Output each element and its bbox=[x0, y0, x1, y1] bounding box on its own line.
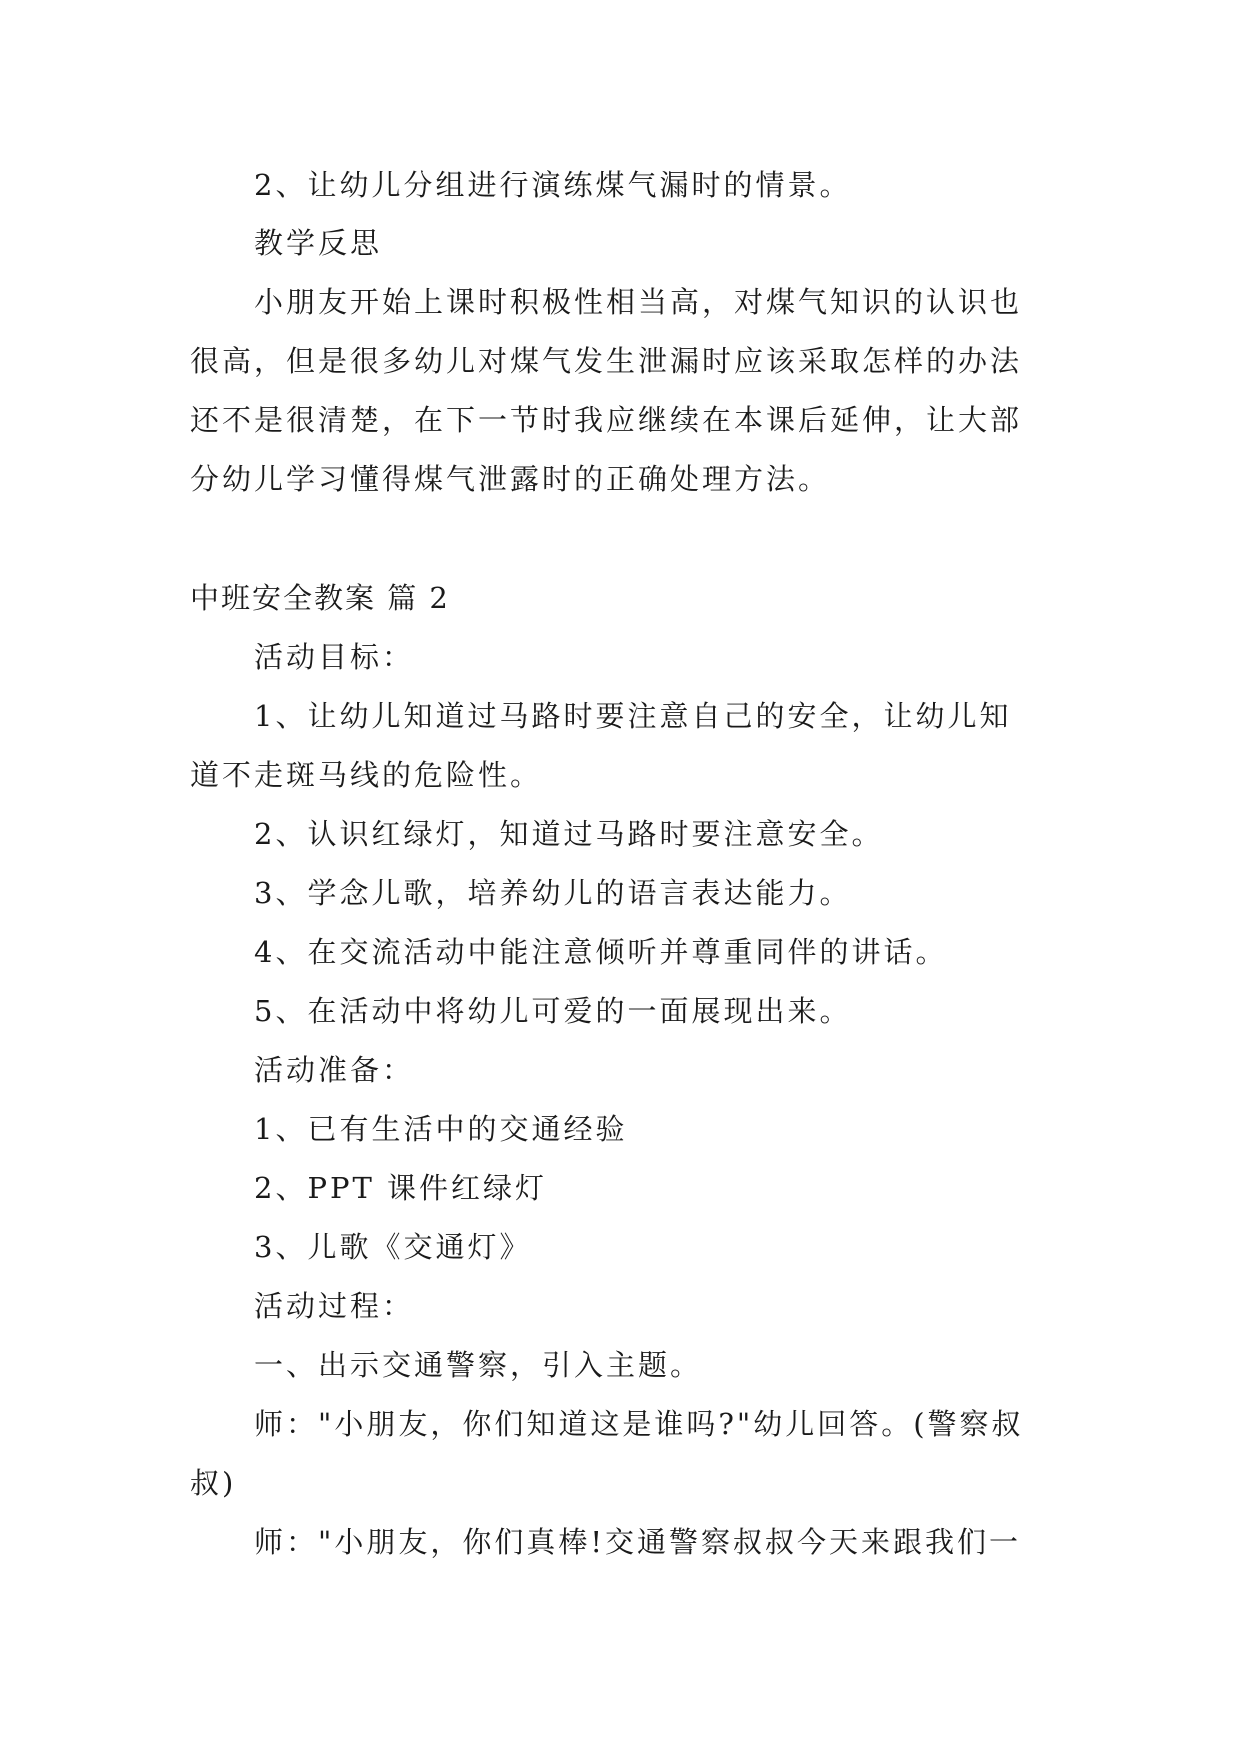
preparation-title: 活动准备： bbox=[254, 1053, 415, 1087]
preparation-3: 3、儿歌《交通灯》 bbox=[254, 1230, 532, 1264]
reflection-paragraph-line-4: 分幼儿学习懂得煤气泄露时的正确处理方法。 bbox=[190, 462, 831, 496]
process-title: 活动过程： bbox=[254, 1289, 415, 1323]
preparation-1: 1、已有生活中的交通经验 bbox=[254, 1112, 628, 1146]
step-2-text: 2、让幼儿分组进行演练煤气漏时的情景。 bbox=[254, 168, 852, 202]
reflection-paragraph-line-2: 很高，但是很多幼儿对煤气发生泄漏时应该采取怎样的办法 bbox=[190, 344, 1023, 378]
reflection-paragraph-line-1: 小朋友开始上课时积极性相当高，对煤气知识的认识也 bbox=[254, 285, 1023, 319]
teacher-dialogue-2: 师："小朋友，你们真棒!交通警察叔叔今天来跟我们一 bbox=[254, 1525, 1021, 1559]
section-title: 中班安全教案 篇 2 bbox=[190, 581, 450, 615]
preparation-2: 2、PPT 课件红绿灯 bbox=[254, 1171, 548, 1205]
teacher-dialogue-1-line-1: 师："小朋友，你们知道这是谁吗?"幼儿回答。(警察叔 bbox=[254, 1407, 1024, 1441]
goal-3: 3、学念儿歌，培养幼儿的语言表达能力。 bbox=[254, 876, 852, 910]
goal-5: 5、在活动中将幼儿可爱的一面展现出来。 bbox=[254, 994, 852, 1028]
goal-1-line-1: 1、让幼儿知道过马路时要注意自己的安全，让幼儿知 bbox=[254, 699, 1012, 733]
reflection-paragraph-line-3: 还不是很清楚，在下一节时我应继续在本课后延伸，让大部 bbox=[190, 403, 1023, 437]
process-step-1: 一、出示交通警察，引入主题。 bbox=[254, 1348, 703, 1382]
goal-4: 4、在交流活动中能注意倾听并尊重同伴的讲话。 bbox=[254, 935, 948, 969]
goal-1-line-2: 道不走斑马线的危险性。 bbox=[190, 758, 543, 792]
teacher-dialogue-1-line-2: 叔) bbox=[190, 1466, 237, 1500]
goal-2: 2、认识红绿灯，知道过马路时要注意安全。 bbox=[254, 817, 884, 851]
goals-title: 活动目标： bbox=[254, 640, 415, 674]
reflection-title: 教学反思 bbox=[254, 226, 383, 260]
